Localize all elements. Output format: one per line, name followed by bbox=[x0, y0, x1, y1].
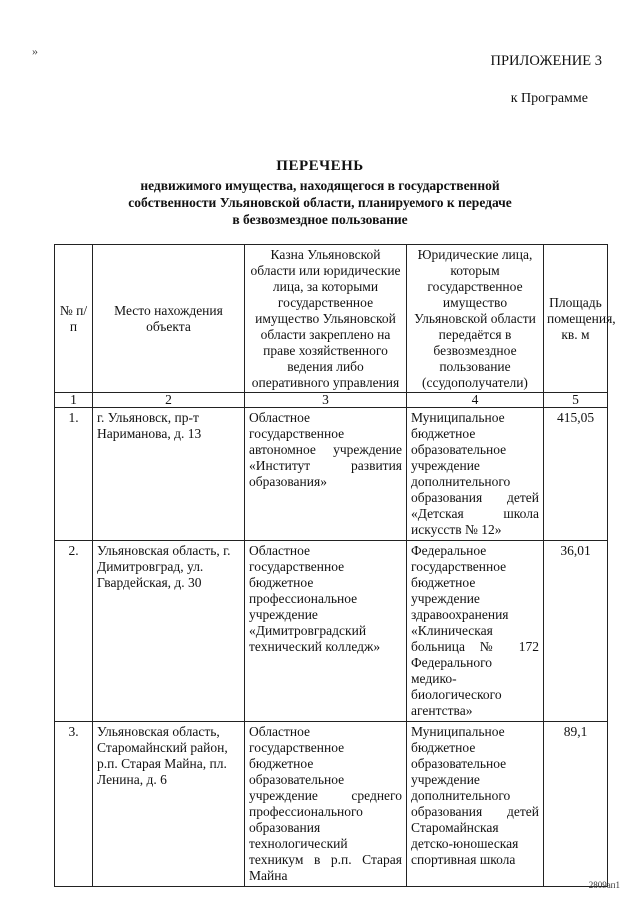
row-holder: Областное государственное автономное учреждение «Институт развития образования» bbox=[245, 408, 407, 541]
subtitle-line: собственности Ульяновской области, планируемого к передаче bbox=[128, 195, 512, 210]
row-number: 2. bbox=[55, 541, 93, 722]
table-row bbox=[55, 722, 608, 887]
row-number: 1. bbox=[55, 408, 93, 541]
row-holder: Областное государственное бюджетное образовательное учреждение среднего профессионального образования технологический техникум в р.п. Старая Майна bbox=[245, 722, 407, 887]
column-number: 3 bbox=[245, 393, 407, 408]
table-header-row bbox=[55, 245, 608, 393]
column-number-row bbox=[55, 393, 608, 408]
to-program-label: к Программе bbox=[510, 91, 588, 106]
document-title: ПЕРЕЧЕНЬ bbox=[276, 158, 364, 174]
appendix-label: ПРИЛОЖЕНИЕ 3 bbox=[490, 53, 602, 69]
header-holder: Казна Ульяновской области или юридические лица, за которыми государственное имущество Ульяновской области закреплено на праве хозяйственного ведения либо оперативного управления bbox=[245, 245, 407, 393]
row-area: 89,1 bbox=[544, 722, 608, 887]
row-holder: Областное государственное бюджетное профессиональное учреждение «Димитровградский технический колледж» bbox=[245, 541, 407, 722]
header-recipient: Юридические лица, которым государственное имущество Ульяновской области передаётся в безвозмездное пользование (ссудополучатели) bbox=[407, 245, 544, 393]
row-area: 415,05 bbox=[544, 408, 608, 541]
title-block bbox=[0, 158, 640, 228]
row-number: 3. bbox=[55, 722, 93, 887]
header-location: Место нахождения объекта bbox=[93, 245, 245, 393]
row-recipient: Муниципальное бюджетное образовательное учреждение дополнительного образования детей Старомайнская детско-юношеская спортивная школа bbox=[407, 722, 544, 887]
subtitle-line: недвижимого имущества, находящегося в государственной bbox=[140, 178, 500, 193]
corner-mark: » bbox=[32, 44, 38, 58]
table-row bbox=[55, 541, 608, 722]
row-area: 36,01 bbox=[544, 541, 608, 722]
column-number: 4 bbox=[407, 393, 544, 408]
page-code: 2809ап1 bbox=[588, 880, 620, 890]
header-number: № п/п bbox=[55, 245, 93, 393]
header-area: Площадь помещения, кв. м bbox=[544, 245, 608, 393]
column-number: 5 bbox=[544, 393, 608, 408]
column-number: 1 bbox=[55, 393, 93, 408]
row-recipient: Муниципальное бюджетное образовательное учреждение дополнительного образования детей «Детская школа искусств № 12» bbox=[407, 408, 544, 541]
row-location: г. Ульяновск, пр-т Нариманова, д. 13 bbox=[93, 408, 245, 541]
table-row bbox=[55, 408, 608, 541]
column-number: 2 bbox=[93, 393, 245, 408]
subtitle-line: в безвозмездное пользование bbox=[232, 212, 408, 227]
row-recipient: Федеральное государственное бюджетное учреждение здравоохранения «Клиническая больница № 172 Федерального медико-биологического агентства» bbox=[407, 541, 544, 722]
row-location: Ульяновская область, Старомайнский район, р.п. Старая Майна, пл. Ленина, д. 6 bbox=[93, 722, 245, 887]
row-location: Ульяновская область, г. Димитровград, ул. Гвардейская, д. 30 bbox=[93, 541, 245, 722]
